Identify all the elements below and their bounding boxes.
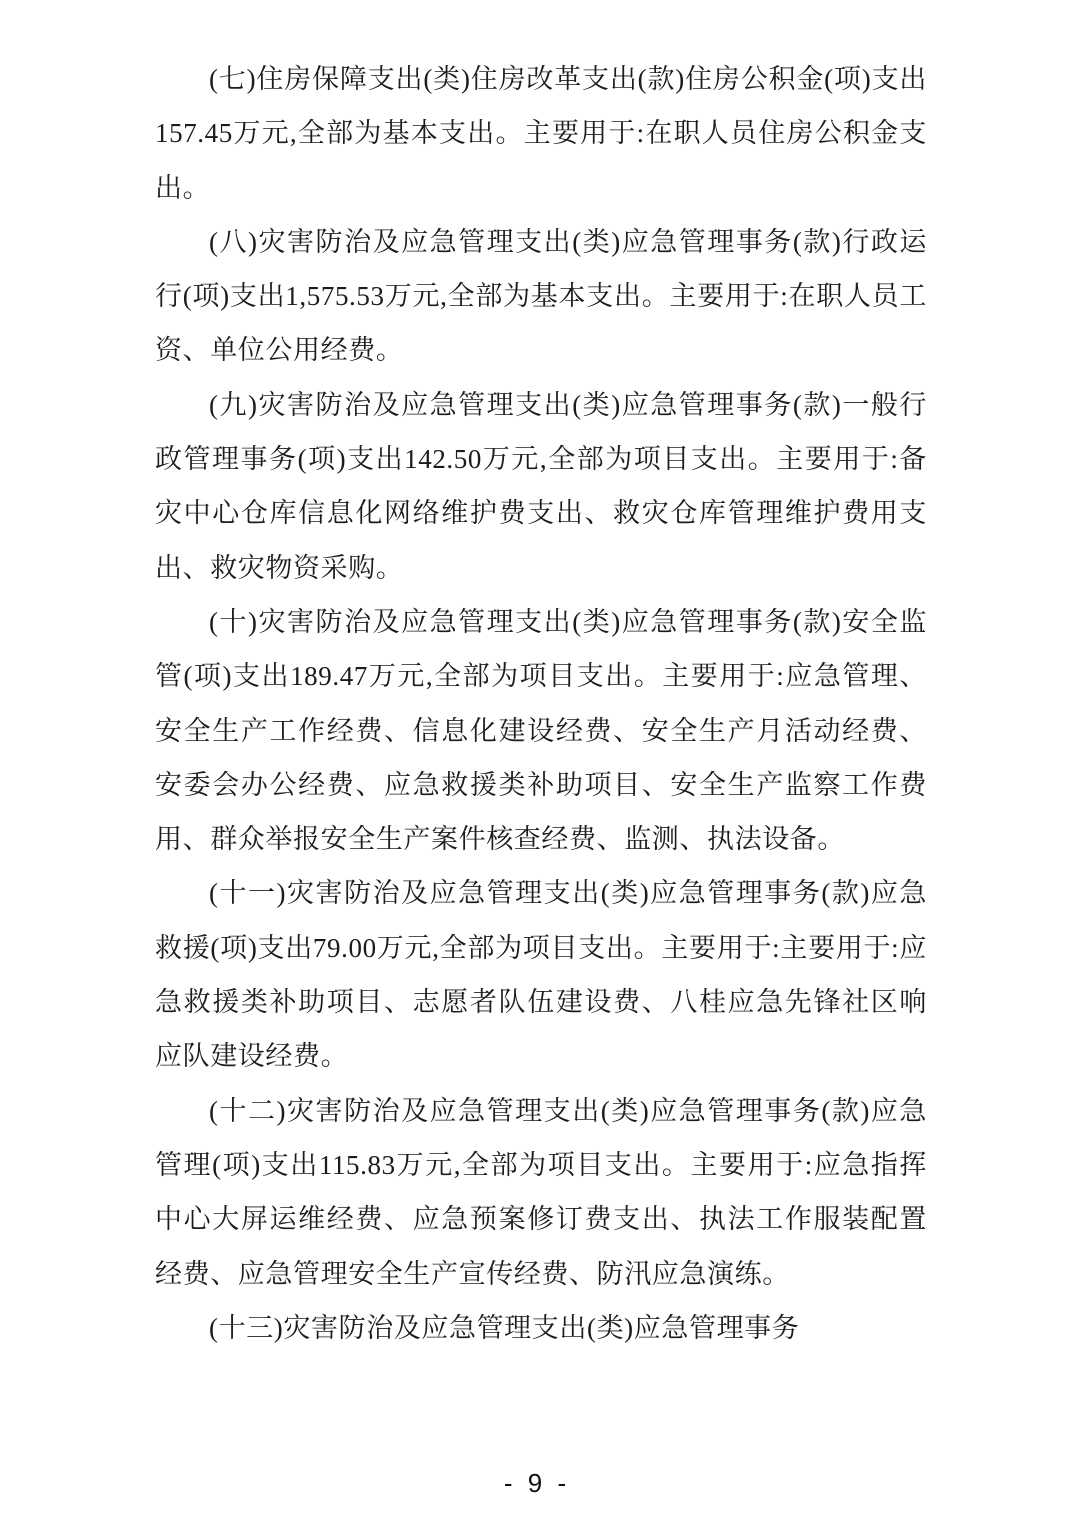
page-number: - 9 - xyxy=(503,1468,571,1498)
paragraph-12: (十二)灾害防治及应急管理支出(类)应急管理事务(款)应急管理(项)支出115.83万元,全部为项目支出。主要用于:应急指挥中心大屏运维经费、应急预案修订费支出、执法工作服装配置经费、应急管理安全生产宣传经费、防汛应急演练。 xyxy=(155,1095,927,1289)
paragraph-10: (十)灾害防治及应急管理支出(类)应急管理事务(款)安全监管(项)支出189.47万元,全部为项目支出。主要用于:应急管理、安全生产工作经费、信息化建设经费、安全生产月活动经费、安委会办公经费、应急救援类补助项目、安全生产监察工作费用、群众举报安全生产案件核查经费、监测、执法设备。 xyxy=(155,606,927,855)
paragraph-11: (十一)灾害防治及应急管理支出(类)应急管理事务(款)应急救援(项)支出79.00万元,全部为项目支出。主要用于:主要用于:应急救援类补助项目、志愿者队伍建设费、八桂应急先锋社区响应队建设经费。 xyxy=(155,878,927,1072)
paragraph-13: (十三)灾害防治及应急管理支出(类)应急管理事务 xyxy=(209,1312,800,1343)
paragraph-8: (八)灾害防治及应急管理支出(类)应急管理事务(款)行政运行(项)支出1,575.53万元,全部为基本支出。主要用于:在职人员工资、单位公用经费。 xyxy=(155,226,927,366)
document-body xyxy=(155,52,927,1355)
paragraph-9: (九)灾害防治及应急管理支出(类)应急管理事务(款)一般行政管理事务(项)支出142.50万元,全部为项目支出。主要用于:备灾中心仓库信息化网络维护费支出、救灾仓库管理维护费用支出、救灾物资采购。 xyxy=(155,389,927,583)
paragraph-7: (七)住房保障支出(类)住房改革支出(款)住房公积金(项)支出157.45万元,全部为基本支出。主要用于:在职人员住房公积金支出。 xyxy=(155,64,927,203)
page-footer xyxy=(0,1468,1074,1499)
